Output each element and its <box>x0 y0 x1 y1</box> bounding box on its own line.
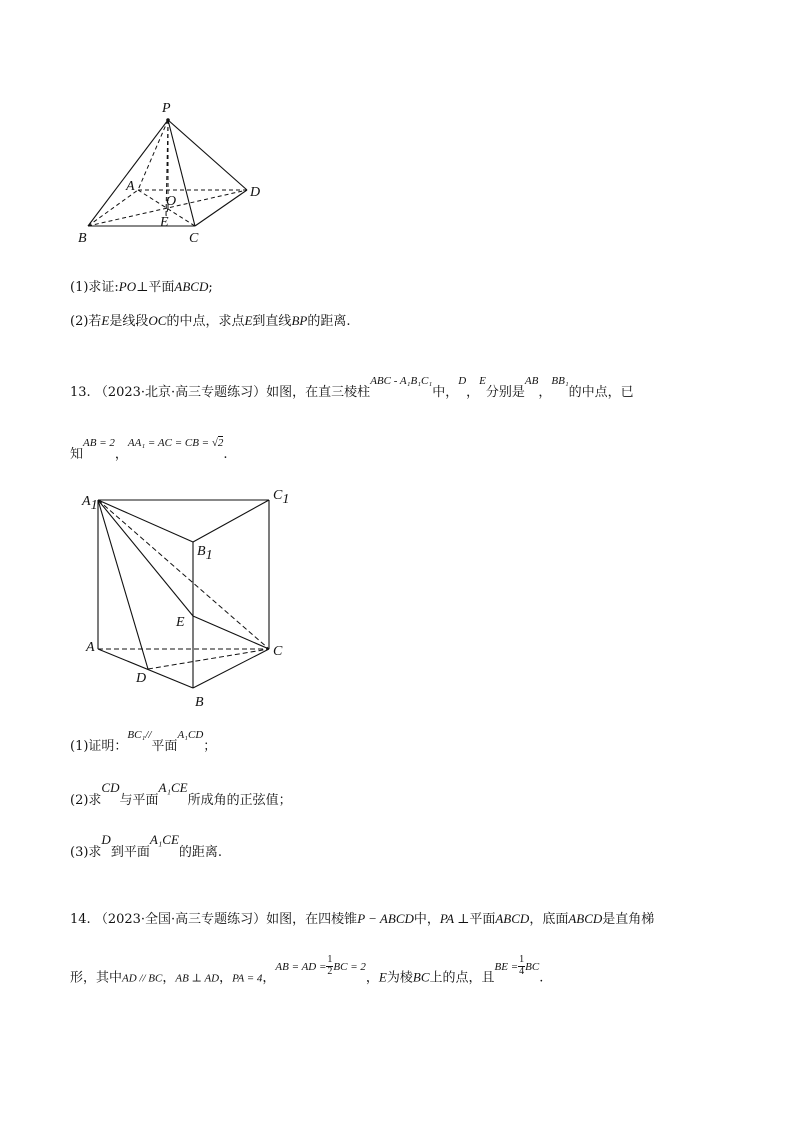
fraction-one-half: $\frac{1}{2}$ <box>327 954 333 977</box>
label-C: C <box>273 644 283 659</box>
label-B1: B1 <box>197 544 213 563</box>
label-E: E <box>176 615 185 630</box>
q13-part3: (3)求D到平面A₁CE的距离. <box>70 832 223 860</box>
label-A: A <box>126 179 135 194</box>
pyramid-figure <box>70 98 270 248</box>
label-P: P <box>162 101 171 116</box>
q13-part2: (2)求CD与平面A₁CE所成角的正弦值； <box>70 780 292 808</box>
q12-part1: (1)求证:PO⊥平面ABCD; <box>70 279 213 295</box>
prism-diagram <box>76 482 296 714</box>
q12-part2: (2)若E是线段OC的中点，求点E到直线BP的距离. <box>70 313 351 329</box>
label-D: D <box>250 185 261 200</box>
q13-line1: 13. （2023·北京·高三专题练习）如图，在直三棱柱$^{ABC - A_1B_1C_1}$中，$^D$，$^E$分别是$^{AB}$，$^{BB_1}$的中点，已 <box>70 375 634 400</box>
label-A: A <box>86 640 95 655</box>
label-O: O <box>166 194 177 209</box>
label-E: E <box>160 215 169 230</box>
label-A1: A1 <box>82 494 98 513</box>
label-C1: C1 <box>273 488 290 507</box>
q14-line1: 14. （2023·全国·高三专题练习）如图，在四棱锥P − ABCD中，PA ⊥平面ABCD，底面ABCD是直角梯 <box>70 911 655 927</box>
label-B: B <box>195 695 204 710</box>
fraction-one-quarter: $\frac{1}{4}$ <box>519 954 525 977</box>
q13-line2: 知$^{AB = 2}$，$^{AA_1 = AC = CB =}$ $^{√2}$. <box>70 437 228 462</box>
label-D: D <box>136 671 147 686</box>
q14-line2: 形，其中AD // BC，AB ⊥ AD，PA = 4，$^{AB = AD =}$ $\frac{1}{2}$ $^{BC = 2}$，E为棱BC上的点，且$^{BE =}$ $\frac{1}{4}$ $^{BC}$. <box>70 954 544 986</box>
label-B: B <box>78 231 87 246</box>
q13-part1: (1)证明：$^{BC_1//}$平面$^{A_1CD}$； <box>70 729 217 754</box>
prism-figure <box>76 482 296 714</box>
label-C: C <box>189 231 199 246</box>
pyramid-diagram <box>70 98 270 248</box>
